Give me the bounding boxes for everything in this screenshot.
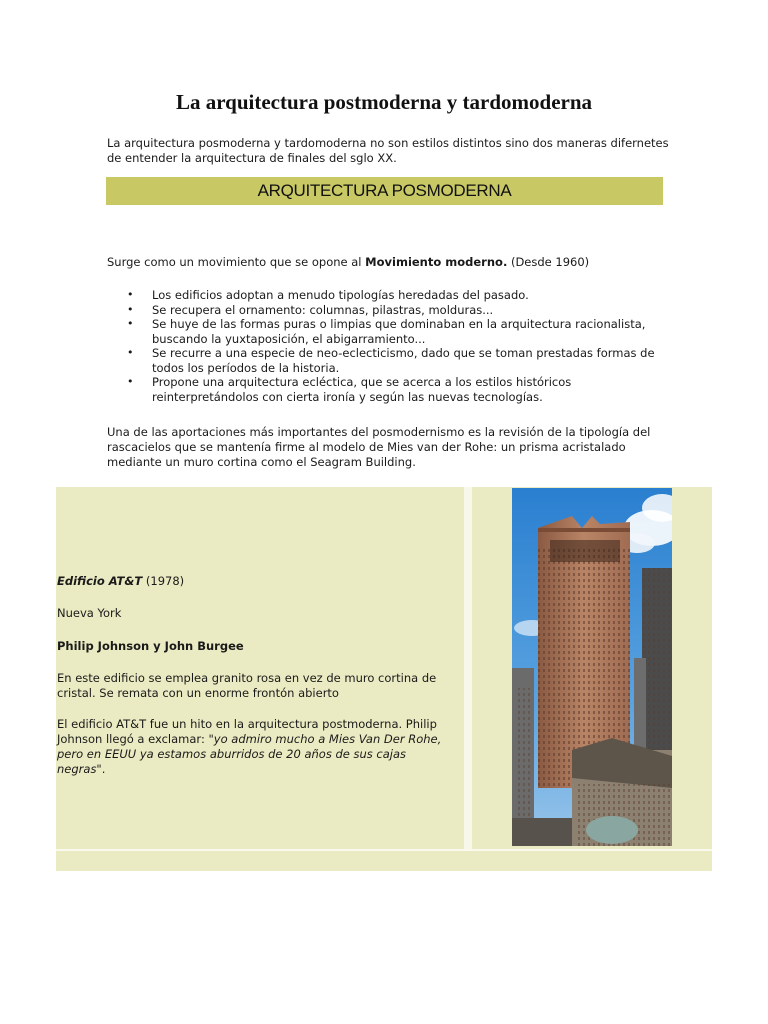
bullet-icon: •: [127, 346, 134, 359]
intro-line: de entender la arquitectura de finales del sglo XX.: [107, 151, 397, 165]
bullet-icon: •: [127, 302, 134, 316]
list-item: • Propone una arquitectura ecléctica, que se acerca a los estilos históricos reinterpretándolos con cierta ironía y según las nuevas tecnologías.: [127, 375, 572, 404]
page-title: La arquitectura postmoderna y tardomoderna: [175, 90, 593, 114]
panel-divider: [464, 487, 472, 849]
building-description: En este edificio se emplea granito rosa en vez de muro cortina de cristal. Se remata con un enorme frontón abierto: [57, 671, 437, 700]
surge-bold: Movimiento moderno.: [365, 255, 508, 269]
building-city: Nueva York: [57, 606, 122, 620]
list-item: • Se recupera el ornamento: columnas, pilastras, molduras...: [127, 302, 494, 317]
building-architects: Philip Johnson y John Burgee: [57, 639, 244, 653]
att-building-photo: [512, 488, 672, 846]
bullet-icon: •: [127, 375, 134, 388]
panel-divider: [56, 849, 712, 851]
building-year: (1978): [142, 574, 185, 588]
bullet-icon: •: [127, 288, 134, 301]
bullet-icon: •: [127, 317, 134, 330]
list-item: • Se recurre a una especie de neo-eclecticismo, dado que se toman prestadas formas de todos los períodos de la historia.: [127, 346, 655, 375]
surge-text-end: (Desde 1960): [507, 255, 590, 269]
characteristics-list: [107, 288, 667, 404]
surge-paragraph: [107, 255, 677, 270]
list-item: • Los edificios adoptan a menudo tipologías heredadas del pasado.: [127, 288, 529, 302]
intro-line: La arquitectura posmoderna y tardomoderna no son estilos distintos sino dos maneras difernetes: [107, 136, 669, 150]
intro-paragraph: [107, 136, 677, 166]
surge-text: Surge como un movimiento que se opone al: [107, 255, 366, 269]
list-item: • Se huye de las formas puras o limpias que dominaban en la arquitectura racionalista, buscando la yuxtaposición, el abigarramiento...: [127, 317, 646, 346]
building-title: [57, 574, 457, 589]
building-quote: El edificio AT&T fue un hito en la arquitectura postmoderna. Philip Johnson llegó a exclamar: "yo admiro mucho a Mies Van Der Rohe, pero en EEUU ya estamos aburridos de 20 años de sus cajas negras".: [57, 717, 442, 776]
skyscraper-paragraph: Una de las aportaciones más importantes del posmodernismo es la revisión de la tipología del rascacielos que se mantenía firme al modelo de Mies van der Rohe: un prisma acristalado mediante un muro cortina como el Seagram Building.: [107, 425, 651, 469]
building-name: Edificio AT&T: [57, 574, 143, 588]
section-banner: ARQUITECTURA POSMODERNA: [106, 177, 663, 205]
